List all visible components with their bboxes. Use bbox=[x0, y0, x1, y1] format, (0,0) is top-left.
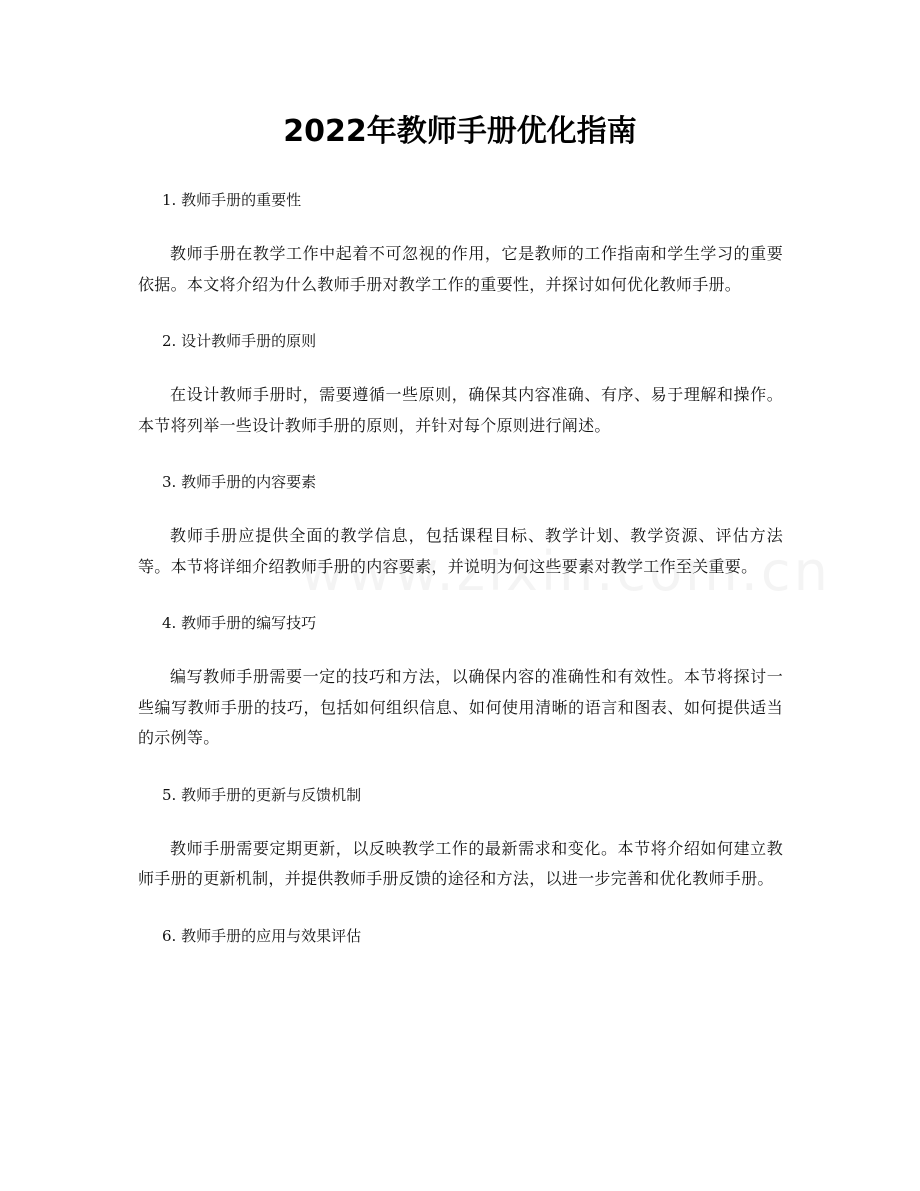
section-heading: 4. 教师手册的编写技巧 bbox=[162, 614, 317, 632]
section-1 bbox=[138, 185, 783, 300]
section-6 bbox=[138, 921, 783, 951]
section-5 bbox=[138, 780, 783, 895]
section-paragraph: 教师手册应提供全面的教学信息，包括课程目标、教学计划、教学资源、评估方法等。本节将详细介绍教师手册的内容要素，并说明为何这些要素对教学工作至关重要。 bbox=[138, 526, 783, 576]
section-4 bbox=[138, 608, 783, 754]
section-paragraph: 教师手册在教学工作中起着不可忽视的作用，它是教师的工作指南和学生学习的重要依据。本文将介绍为什么教师手册对教学工作的重要性，并探讨如何优化教师手册。 bbox=[138, 244, 783, 294]
section-paragraph: 编写教师手册需要一定的技巧和方法，以确保内容的准确性和有效性。本节将探讨一些编写教师手册的技巧，包括如何组织信息、如何使用清晰的语言和图表、如何提供适当的示例等。 bbox=[138, 667, 783, 747]
document-title: 2022年教师手册优化指南 bbox=[283, 114, 637, 149]
section-3 bbox=[138, 467, 783, 582]
section-heading: 6. 教师手册的应用与效果评估 bbox=[162, 926, 362, 945]
section-heading: 1. 教师手册的重要性 bbox=[162, 191, 302, 209]
section-heading: 2. 设计教师手册的原则 bbox=[162, 332, 317, 350]
section-heading: 3. 教师手册的内容要素 bbox=[162, 473, 317, 491]
section-2 bbox=[138, 326, 783, 441]
document-body bbox=[138, 185, 783, 951]
section-paragraph: 教师手册需要定期更新，以反映教学工作的最新需求和变化。本节将介绍如何建立教师手册的更新机制，并提供教师手册反馈的途径和方法，以进一步完善和优化教师手册。 bbox=[138, 838, 783, 888]
section-paragraph: 在设计教师手册时，需要遵循一些原则，确保其内容准确、有序、易于理解和操作。本节将列举一些设计教师手册的原则，并针对每个原则进行阐述。 bbox=[138, 385, 783, 435]
section-heading: 5. 教师手册的更新与反馈机制 bbox=[162, 785, 362, 804]
